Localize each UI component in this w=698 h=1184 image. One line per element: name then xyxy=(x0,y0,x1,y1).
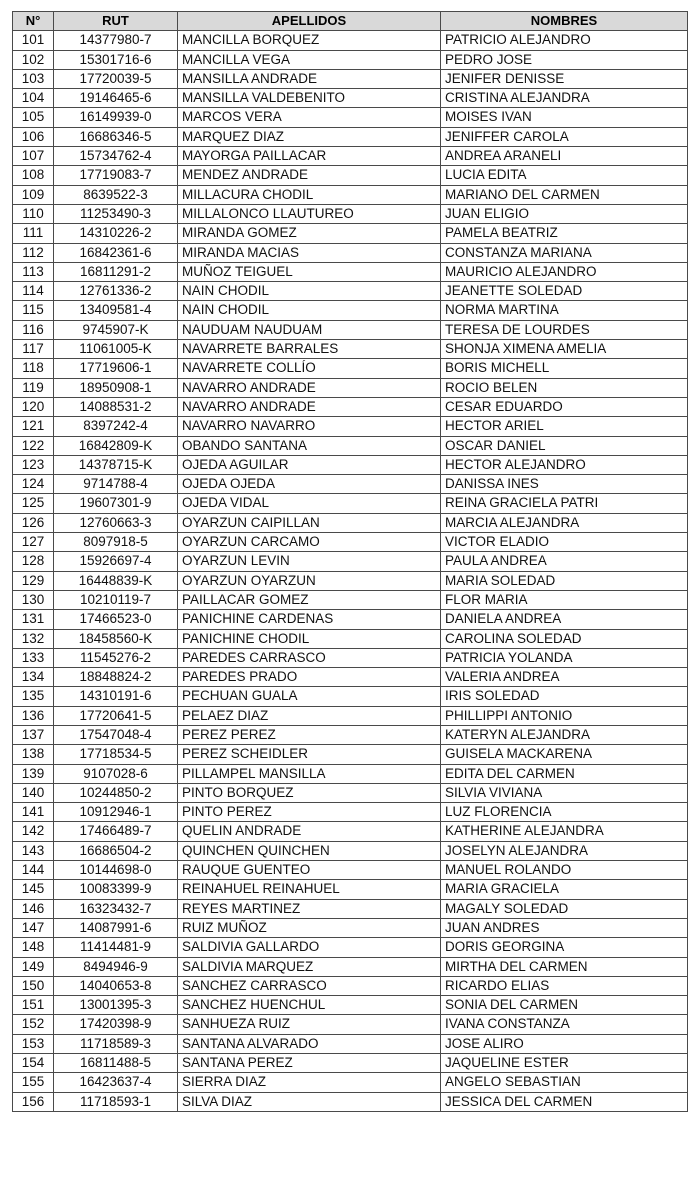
table-row xyxy=(13,378,688,397)
cell-num: 111 xyxy=(13,224,54,243)
cell-num: 138 xyxy=(13,745,54,764)
cell-nombres: CRISTINA ALEJANDRA xyxy=(441,89,688,108)
cell-num: 121 xyxy=(13,417,54,436)
cell-apellidos: PAREDES PRADO xyxy=(178,668,441,687)
cell-num: 131 xyxy=(13,610,54,629)
cell-nombres: OSCAR DANIEL xyxy=(441,436,688,455)
cell-num: 125 xyxy=(13,494,54,513)
cell-apellidos: MARCOS VERA xyxy=(178,108,441,127)
cell-apellidos: NAVARRETE COLLÍO xyxy=(178,359,441,378)
table-row xyxy=(13,687,688,706)
cell-apellidos: OYARZUN LEVIN xyxy=(178,552,441,571)
table-row xyxy=(13,282,688,301)
cell-apellidos: RUIZ MUÑOZ xyxy=(178,918,441,937)
cell-num: 108 xyxy=(13,166,54,185)
table-row xyxy=(13,1015,688,1034)
cell-apellidos: MUÑOZ TEIGUEL xyxy=(178,262,441,281)
cell-apellidos: SALDIVIA MARQUEZ xyxy=(178,957,441,976)
cell-nombres: JUAN ANDRES xyxy=(441,918,688,937)
table-row xyxy=(13,494,688,513)
cell-rut: 17547048-4 xyxy=(54,725,178,744)
cell-apellidos: PEREZ PEREZ xyxy=(178,725,441,744)
cell-num: 154 xyxy=(13,1054,54,1073)
cell-num: 146 xyxy=(13,899,54,918)
table-row xyxy=(13,1092,688,1111)
cell-nombres: MAURICIO ALEJANDRO xyxy=(441,262,688,281)
cell-rut: 15926697-4 xyxy=(54,552,178,571)
cell-rut: 11718589-3 xyxy=(54,1034,178,1053)
cell-nombres: ANDREA ARANELI xyxy=(441,147,688,166)
cell-rut: 16811291-2 xyxy=(54,262,178,281)
cell-nombres: JOSE ALIRO xyxy=(441,1034,688,1053)
cell-num: 130 xyxy=(13,590,54,609)
table-row xyxy=(13,764,688,783)
cell-rut: 8097918-5 xyxy=(54,533,178,552)
cell-rut: 11061005-K xyxy=(54,340,178,359)
cell-nombres: REINA GRACIELA PATRI xyxy=(441,494,688,513)
cell-apellidos: MAYORGA PAILLACAR xyxy=(178,147,441,166)
table-row xyxy=(13,69,688,88)
cell-nombres: PAMELA BEATRIZ xyxy=(441,224,688,243)
table-row xyxy=(13,822,688,841)
cell-apellidos: PAILLACAR GOMEZ xyxy=(178,590,441,609)
cell-nombres: DANISSA INES xyxy=(441,475,688,494)
table-row xyxy=(13,340,688,359)
cell-rut: 11414481-9 xyxy=(54,938,178,957)
cell-num: 112 xyxy=(13,243,54,262)
cell-nombres: PATRICIO ALEJANDRO xyxy=(441,31,688,50)
table-row xyxy=(13,590,688,609)
cell-apellidos: NAVARRO ANDRADE xyxy=(178,397,441,416)
cell-num: 129 xyxy=(13,571,54,590)
cell-rut: 14087991-6 xyxy=(54,918,178,937)
table-row xyxy=(13,861,688,880)
cell-num: 132 xyxy=(13,629,54,648)
cell-rut: 17466489-7 xyxy=(54,822,178,841)
cell-rut: 18950908-1 xyxy=(54,378,178,397)
cell-num: 147 xyxy=(13,918,54,937)
cell-num: 104 xyxy=(13,89,54,108)
cell-rut: 17720641-5 xyxy=(54,706,178,725)
cell-nombres: PATRICIA YOLANDA xyxy=(441,648,688,667)
cell-nombres: JUAN ELIGIO xyxy=(441,204,688,223)
cell-num: 144 xyxy=(13,861,54,880)
cell-nombres: VICTOR ELADIO xyxy=(441,533,688,552)
cell-num: 114 xyxy=(13,282,54,301)
cell-nombres: JENIFER DENISSE xyxy=(441,69,688,88)
cell-num: 116 xyxy=(13,320,54,339)
cell-num: 109 xyxy=(13,185,54,204)
cell-num: 115 xyxy=(13,301,54,320)
cell-rut: 16149939-0 xyxy=(54,108,178,127)
cell-apellidos: OYARZUN CAIPILLAN xyxy=(178,513,441,532)
cell-num: 122 xyxy=(13,436,54,455)
cell-num: 126 xyxy=(13,513,54,532)
table-row xyxy=(13,185,688,204)
cell-num: 103 xyxy=(13,69,54,88)
cell-nombres: MANUEL ROLANDO xyxy=(441,861,688,880)
cell-apellidos: PANICHINE CHODIL xyxy=(178,629,441,648)
table-row xyxy=(13,533,688,552)
cell-num: 135 xyxy=(13,687,54,706)
cell-nombres: JEANETTE SOLEDAD xyxy=(441,282,688,301)
cell-nombres: IVANA CONSTANZA xyxy=(441,1015,688,1034)
cell-rut: 17466523-0 xyxy=(54,610,178,629)
cell-rut: 14088531-2 xyxy=(54,397,178,416)
table-row xyxy=(13,436,688,455)
table-row xyxy=(13,725,688,744)
cell-apellidos: NAUDUAM NAUDUAM xyxy=(178,320,441,339)
cell-nombres: PEDRO JOSE xyxy=(441,50,688,69)
cell-apellidos: REYES MARTINEZ xyxy=(178,899,441,918)
header-rut: RUT xyxy=(54,12,178,31)
header-row xyxy=(13,12,688,31)
table-row xyxy=(13,803,688,822)
cell-num: 117 xyxy=(13,340,54,359)
cell-apellidos: SANTANA ALVARADO xyxy=(178,1034,441,1053)
table-row xyxy=(13,1073,688,1092)
cell-apellidos: PAREDES CARRASCO xyxy=(178,648,441,667)
cell-num: 101 xyxy=(13,31,54,50)
cell-nombres: CAROLINA SOLEDAD xyxy=(441,629,688,648)
cell-apellidos: OYARZUN OYARZUN xyxy=(178,571,441,590)
cell-nombres: HECTOR ARIEL xyxy=(441,417,688,436)
cell-apellidos: NAIN CHODIL xyxy=(178,282,441,301)
cell-nombres: SILVIA VIVIANA xyxy=(441,783,688,802)
cell-rut: 16448839-K xyxy=(54,571,178,590)
cell-num: 156 xyxy=(13,1092,54,1111)
cell-num: 139 xyxy=(13,764,54,783)
cell-apellidos: SILVA DIAZ xyxy=(178,1092,441,1111)
cell-apellidos: MILLACURA CHODIL xyxy=(178,185,441,204)
cell-rut: 9107028-6 xyxy=(54,764,178,783)
cell-num: 110 xyxy=(13,204,54,223)
cell-num: 119 xyxy=(13,378,54,397)
cell-apellidos: PANICHINE CARDENAS xyxy=(178,610,441,629)
cell-apellidos: NAIN CHODIL xyxy=(178,301,441,320)
cell-rut: 10144698-0 xyxy=(54,861,178,880)
cell-nombres: TERESA DE LOURDES xyxy=(441,320,688,339)
cell-nombres: EDITA DEL CARMEN xyxy=(441,764,688,783)
table-row xyxy=(13,841,688,860)
cell-rut: 18458560-K xyxy=(54,629,178,648)
cell-nombres: JAQUELINE ESTER xyxy=(441,1054,688,1073)
cell-apellidos: RAUQUE GUENTEO xyxy=(178,861,441,880)
cell-num: 149 xyxy=(13,957,54,976)
table-row xyxy=(13,204,688,223)
table-row xyxy=(13,668,688,687)
cell-rut: 10210119-7 xyxy=(54,590,178,609)
cell-nombres: NORMA MARTINA xyxy=(441,301,688,320)
cell-rut: 16842809-K xyxy=(54,436,178,455)
cell-num: 128 xyxy=(13,552,54,571)
cell-apellidos: MANCILLA VEGA xyxy=(178,50,441,69)
cell-apellidos: NAVARRETE BARRALES xyxy=(178,340,441,359)
cell-num: 145 xyxy=(13,880,54,899)
cell-apellidos: OBANDO SANTANA xyxy=(178,436,441,455)
cell-apellidos: PINTO PEREZ xyxy=(178,803,441,822)
cell-rut: 14310226-2 xyxy=(54,224,178,243)
cell-rut: 19607301-9 xyxy=(54,494,178,513)
cell-rut: 14377980-7 xyxy=(54,31,178,50)
cell-rut: 16686504-2 xyxy=(54,841,178,860)
cell-rut: 8639522-3 xyxy=(54,185,178,204)
table-row xyxy=(13,455,688,474)
cell-num: 151 xyxy=(13,996,54,1015)
cell-num: 133 xyxy=(13,648,54,667)
table-row xyxy=(13,706,688,725)
table-row xyxy=(13,629,688,648)
cell-nombres: DANIELA ANDREA xyxy=(441,610,688,629)
cell-nombres: CESAR EDUARDO xyxy=(441,397,688,416)
cell-apellidos: PELAEZ DIAZ xyxy=(178,706,441,725)
table-header xyxy=(13,12,688,31)
cell-rut: 18848824-2 xyxy=(54,668,178,687)
header-nombres: NOMBRES xyxy=(441,12,688,31)
cell-nombres: ANGELO SEBASTIAN xyxy=(441,1073,688,1092)
cell-rut: 11253490-3 xyxy=(54,204,178,223)
table-row xyxy=(13,957,688,976)
cell-rut: 10912946-1 xyxy=(54,803,178,822)
cell-nombres: IRIS SOLEDAD xyxy=(441,687,688,706)
table-row xyxy=(13,976,688,995)
cell-rut: 17719083-7 xyxy=(54,166,178,185)
table-row xyxy=(13,996,688,1015)
cell-rut: 17718534-5 xyxy=(54,745,178,764)
table-row xyxy=(13,417,688,436)
cell-nombres: LUZ FLORENCIA xyxy=(441,803,688,822)
cell-rut: 10083399-9 xyxy=(54,880,178,899)
table-row xyxy=(13,31,688,50)
table-row xyxy=(13,938,688,957)
cell-num: 107 xyxy=(13,147,54,166)
cell-apellidos: MANSILLA ANDRADE xyxy=(178,69,441,88)
cell-num: 120 xyxy=(13,397,54,416)
table-row xyxy=(13,610,688,629)
cell-rut: 14378715-K xyxy=(54,455,178,474)
table-row xyxy=(13,745,688,764)
cell-apellidos: QUELIN ANDRADE xyxy=(178,822,441,841)
cell-apellidos: MIRANDA GOMEZ xyxy=(178,224,441,243)
cell-nombres: MARIA GRACIELA xyxy=(441,880,688,899)
cell-apellidos: OJEDA OJEDA xyxy=(178,475,441,494)
cell-num: 124 xyxy=(13,475,54,494)
table-row xyxy=(13,880,688,899)
cell-apellidos: SANCHEZ HUENCHUL xyxy=(178,996,441,1015)
cell-apellidos: MANCILLA BORQUEZ xyxy=(178,31,441,50)
cell-nombres: MARIA SOLEDAD xyxy=(441,571,688,590)
cell-rut: 12761336-2 xyxy=(54,282,178,301)
table-row xyxy=(13,571,688,590)
cell-nombres: JOSELYN ALEJANDRA xyxy=(441,841,688,860)
cell-nombres: FLOR MARIA xyxy=(441,590,688,609)
cell-rut: 14040653-8 xyxy=(54,976,178,995)
cell-rut: 19146465-6 xyxy=(54,89,178,108)
cell-apellidos: PILLAMPEL MANSILLA xyxy=(178,764,441,783)
cell-apellidos: PEREZ SCHEIDLER xyxy=(178,745,441,764)
cell-rut: 8397242-4 xyxy=(54,417,178,436)
cell-rut: 16686346-5 xyxy=(54,127,178,146)
cell-apellidos: PINTO BORQUEZ xyxy=(178,783,441,802)
cell-rut: 9745907-K xyxy=(54,320,178,339)
cell-apellidos: OJEDA AGUILAR xyxy=(178,455,441,474)
table-row xyxy=(13,359,688,378)
cell-rut: 16811488-5 xyxy=(54,1054,178,1073)
table-row xyxy=(13,243,688,262)
cell-num: 136 xyxy=(13,706,54,725)
table-row xyxy=(13,1054,688,1073)
table-row xyxy=(13,166,688,185)
cell-apellidos: MANSILLA VALDEBENITO xyxy=(178,89,441,108)
cell-apellidos: SANTANA PEREZ xyxy=(178,1054,441,1073)
cell-rut: 17420398-9 xyxy=(54,1015,178,1034)
cell-apellidos: NAVARRO NAVARRO xyxy=(178,417,441,436)
table-row xyxy=(13,475,688,494)
cell-apellidos: SALDIVIA GALLARDO xyxy=(178,938,441,957)
cell-apellidos: SANHUEZA RUIZ xyxy=(178,1015,441,1034)
cell-rut: 17719606-1 xyxy=(54,359,178,378)
cell-num: 142 xyxy=(13,822,54,841)
cell-nombres: PHILLIPPI ANTONIO xyxy=(441,706,688,725)
cell-rut: 14310191-6 xyxy=(54,687,178,706)
cell-apellidos: MIRANDA MACIAS xyxy=(178,243,441,262)
cell-num: 105 xyxy=(13,108,54,127)
roster-table xyxy=(12,11,688,1112)
cell-apellidos: OYARZUN CARCAMO xyxy=(178,533,441,552)
cell-num: 140 xyxy=(13,783,54,802)
cell-nombres: MAGALY SOLEDAD xyxy=(441,899,688,918)
cell-apellidos: MILLALONCO LLAUTUREO xyxy=(178,204,441,223)
cell-rut: 17720039-5 xyxy=(54,69,178,88)
cell-num: 106 xyxy=(13,127,54,146)
cell-nombres: PAULA ANDREA xyxy=(441,552,688,571)
cell-rut: 13001395-3 xyxy=(54,996,178,1015)
cell-nombres: ROCIO BELEN xyxy=(441,378,688,397)
cell-nombres: SONIA DEL CARMEN xyxy=(441,996,688,1015)
table-row xyxy=(13,783,688,802)
cell-apellidos: PECHUAN GUALA xyxy=(178,687,441,706)
cell-nombres: GUISELA MACKARENA xyxy=(441,745,688,764)
cell-apellidos: MARQUEZ DIAZ xyxy=(178,127,441,146)
cell-num: 123 xyxy=(13,455,54,474)
cell-rut: 15301716-6 xyxy=(54,50,178,69)
cell-nombres: DORIS GEORGINA xyxy=(441,938,688,957)
table-row xyxy=(13,648,688,667)
cell-num: 102 xyxy=(13,50,54,69)
header-num: N° xyxy=(13,12,54,31)
table-row xyxy=(13,89,688,108)
cell-num: 152 xyxy=(13,1015,54,1034)
cell-rut: 16842361-6 xyxy=(54,243,178,262)
cell-nombres: JESSICA DEL CARMEN xyxy=(441,1092,688,1111)
cell-nombres: BORIS MICHELL xyxy=(441,359,688,378)
header-apellidos: APELLIDOS xyxy=(178,12,441,31)
table-row xyxy=(13,301,688,320)
cell-num: 141 xyxy=(13,803,54,822)
cell-num: 137 xyxy=(13,725,54,744)
table-row xyxy=(13,397,688,416)
cell-num: 113 xyxy=(13,262,54,281)
cell-apellidos: QUINCHEN QUINCHEN xyxy=(178,841,441,860)
cell-nombres: LUCIA EDITA xyxy=(441,166,688,185)
table-row xyxy=(13,552,688,571)
table-body xyxy=(13,31,688,1112)
cell-rut: 11718593-1 xyxy=(54,1092,178,1111)
cell-num: 150 xyxy=(13,976,54,995)
table-row xyxy=(13,262,688,281)
cell-num: 148 xyxy=(13,938,54,957)
cell-num: 127 xyxy=(13,533,54,552)
table-row xyxy=(13,918,688,937)
cell-nombres: KATERYN ALEJANDRA xyxy=(441,725,688,744)
cell-apellidos: NAVARRO ANDRADE xyxy=(178,378,441,397)
cell-nombres: RICARDO ELIAS xyxy=(441,976,688,995)
cell-nombres: HECTOR ALEJANDRO xyxy=(441,455,688,474)
cell-rut: 16423637-4 xyxy=(54,1073,178,1092)
cell-num: 153 xyxy=(13,1034,54,1053)
cell-num: 143 xyxy=(13,841,54,860)
table-row xyxy=(13,127,688,146)
cell-nombres: JENIFFER CAROLA xyxy=(441,127,688,146)
cell-rut: 10244850-2 xyxy=(54,783,178,802)
cell-nombres: MIRTHA DEL CARMEN xyxy=(441,957,688,976)
table-row xyxy=(13,147,688,166)
cell-rut: 12760663-3 xyxy=(54,513,178,532)
cell-rut: 9714788-4 xyxy=(54,475,178,494)
table-row xyxy=(13,513,688,532)
cell-num: 134 xyxy=(13,668,54,687)
cell-nombres: CONSTANZA MARIANA xyxy=(441,243,688,262)
cell-apellidos: REINAHUEL REINAHUEL xyxy=(178,880,441,899)
table-row xyxy=(13,224,688,243)
cell-apellidos: OJEDA VIDAL xyxy=(178,494,441,513)
table-row xyxy=(13,108,688,127)
cell-nombres: MARCIA ALEJANDRA xyxy=(441,513,688,532)
cell-nombres: MOISES IVAN xyxy=(441,108,688,127)
cell-nombres: MARIANO DEL CARMEN xyxy=(441,185,688,204)
table-row xyxy=(13,899,688,918)
table-row xyxy=(13,50,688,69)
cell-rut: 15734762-4 xyxy=(54,147,178,166)
cell-nombres: KATHERINE ALEJANDRA xyxy=(441,822,688,841)
cell-rut: 8494946-9 xyxy=(54,957,178,976)
cell-nombres: SHONJA XIMENA AMELIA xyxy=(441,340,688,359)
cell-apellidos: MENDEZ ANDRADE xyxy=(178,166,441,185)
cell-apellidos: SANCHEZ CARRASCO xyxy=(178,976,441,995)
cell-rut: 11545276-2 xyxy=(54,648,178,667)
table-row xyxy=(13,320,688,339)
table-row xyxy=(13,1034,688,1053)
cell-rut: 13409581-4 xyxy=(54,301,178,320)
cell-apellidos: SIERRA DIAZ xyxy=(178,1073,441,1092)
cell-nombres: VALERIA ANDREA xyxy=(441,668,688,687)
cell-num: 118 xyxy=(13,359,54,378)
cell-num: 155 xyxy=(13,1073,54,1092)
cell-rut: 16323432-7 xyxy=(54,899,178,918)
